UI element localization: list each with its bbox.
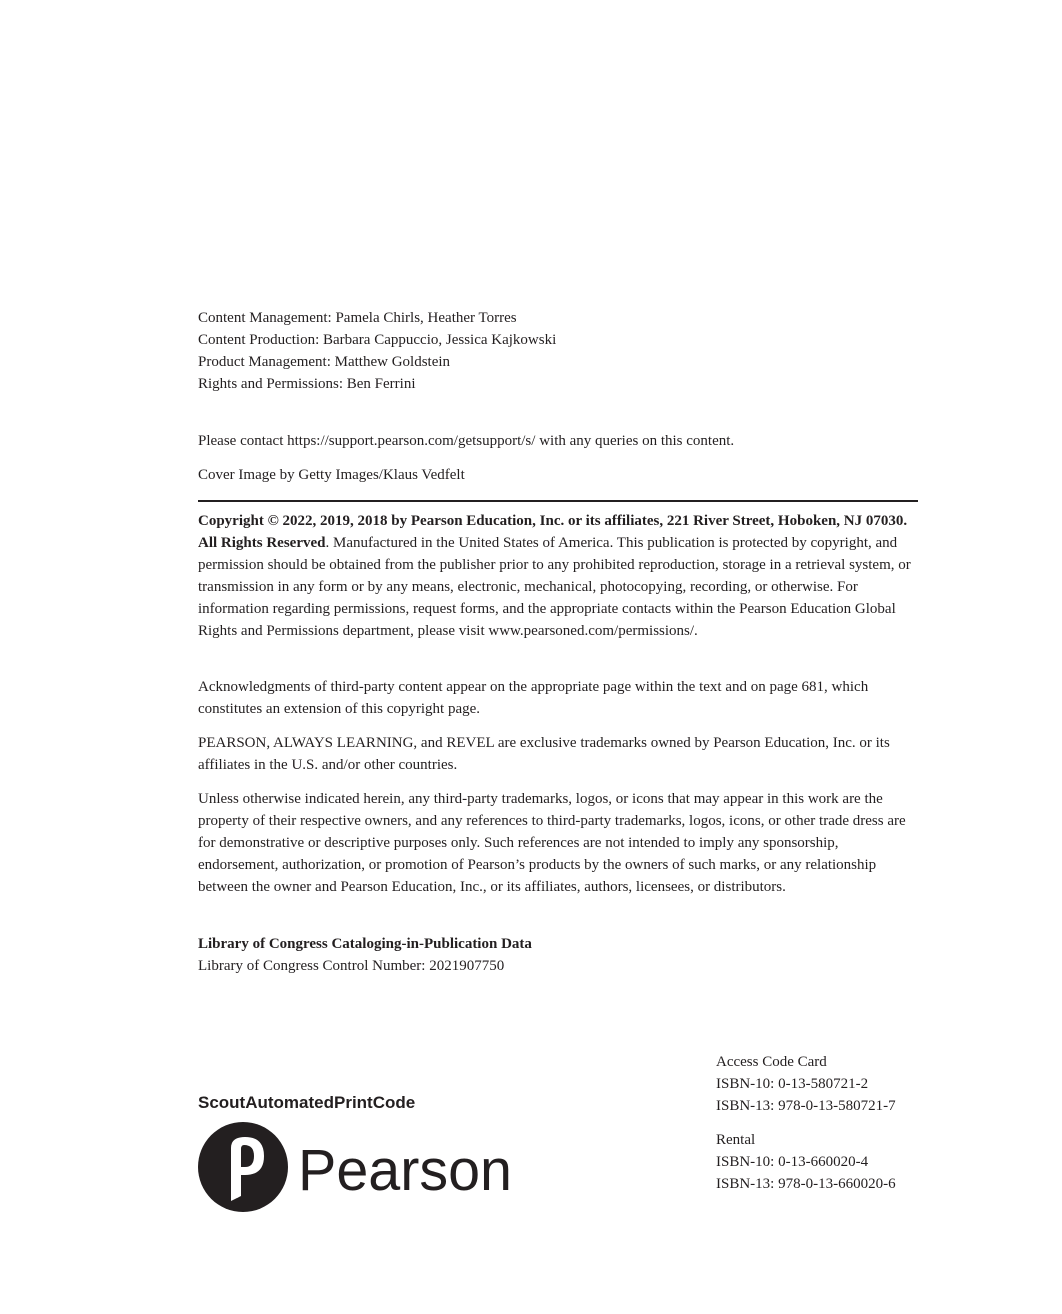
rental-block <box>716 1129 896 1195</box>
access-code-card-isbn10: ISBN-10: 0-13-580721-2 <box>716 1076 869 1092</box>
credit-product-management: Product Management: Matthew Goldstein <box>198 354 451 370</box>
pearson-p-dot-icon <box>232 1190 240 1198</box>
credit-content-production: Content Production: Barbara Cappuccio, Jessica Kajkowski <box>198 332 557 348</box>
disclaimer-paragraph: Unless otherwise indicated herein, any third-party trademarks, logos, or icons that may appear in this work are the property of their respective owners, and any references to third-party trademarks, logos, icons, or other trade dress are for demonstrative or descriptive purposes only. Such references are not intended to imply any sponsorship, endorsement, authorization, or promotion of Pearson’s products by the owners of such marks, or any relationship between the owner and Pearson Education, Inc., or its affiliates, authors, licensees, or distributors. <box>198 791 906 895</box>
trademarks-paragraph: PEARSON, ALWAYS LEARNING, and REVEL are exclusive trademarks owned by Pearson Education, Inc. or its affiliates in the U.S. and/or other countries. <box>198 735 890 773</box>
acknowledgments-paragraph: Acknowledgments of third-party content appear on the appropriate page within the text and on page 681, which constitutes an extension of this copyright page. <box>198 679 869 717</box>
pearson-wordmark: Pearson <box>298 1138 512 1203</box>
credit-content-management: Content Management: Pamela Chirls, Heather Torres <box>198 310 517 326</box>
library-of-congress-block <box>198 933 532 977</box>
library-control-number: Library of Congress Control Number: 2021907750 <box>198 958 505 974</box>
divider-rule <box>198 500 918 502</box>
rental-isbn13: ISBN-13: 978-0-13-660020-6 <box>716 1176 896 1192</box>
rental-isbn10: ISBN-10: 0-13-660020-4 <box>716 1154 869 1170</box>
copyright-bold-text: Copyright © 2022, 2019, 2018 by Pearson Education, Inc. or its affiliates, 221 River Street, Hoboken, NJ 07030. All Rights Reserved <box>198 513 908 551</box>
print-code: ScoutAutomatedPrintCode <box>198 1093 416 1112</box>
library-heading: Library of Congress Cataloging-in-Publication Data <box>198 936 532 952</box>
access-code-card-title: Access Code Card <box>716 1054 827 1070</box>
copyright-body-text: . Manufactured in the United States of America. This publication is protected by copyright, and permission should be obtained from the publisher prior to any prohibited reproduction, storage in a retrieval system, or transmission in any form or by any means, electronic, mechanical, photocopying, recording, or otherwise. For information regarding permissions, request forms, and the appropriate contacts within the Pearson Education Global Rights and Permissions department, please visit www.pearsoned.com/permissions/. <box>198 535 911 639</box>
credits-block <box>198 307 556 395</box>
cover-image-credit: Cover Image by Getty Images/Klaus Vedfelt <box>198 467 465 483</box>
access-code-card-block <box>716 1051 896 1117</box>
contact-line: Please contact https://support.pearson.com/getsupport/s/ with any queries on this content. <box>198 433 735 449</box>
access-code-card-isbn13: ISBN-13: 978-0-13-580721-7 <box>716 1098 896 1114</box>
copyright-paragraph <box>198 510 918 642</box>
rental-title: Rental <box>716 1132 756 1148</box>
credit-rights-permissions: Rights and Permissions: Ben Ferrini <box>198 376 416 392</box>
pearson-logo-graphic <box>198 1118 518 1216</box>
pearson-logo <box>198 1118 518 1216</box>
